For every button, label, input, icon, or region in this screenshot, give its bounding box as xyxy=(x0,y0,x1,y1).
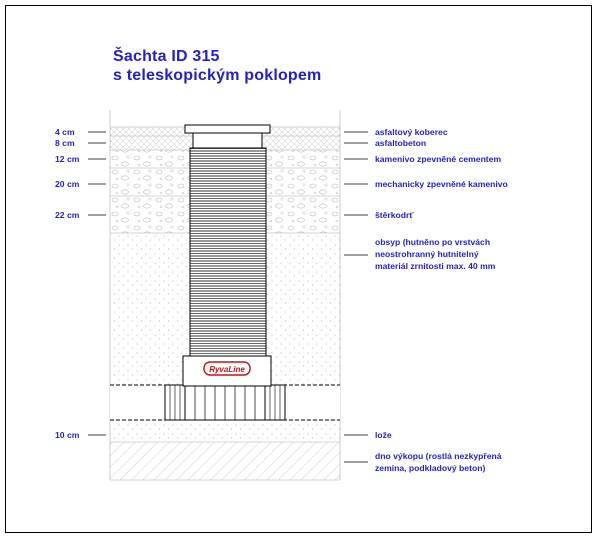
right-label-7 xyxy=(344,430,392,440)
svg-text:mechanicky zpevněné kamenivo: mechanicky zpevněné kamenivo xyxy=(375,179,508,189)
svg-text:asfaltový koberec: asfaltový koberec xyxy=(375,127,448,137)
telescopic-collar xyxy=(193,133,262,148)
svg-text:20 cm: 20 cm xyxy=(55,179,80,189)
title-line-2: s teleskopickým poklopem xyxy=(113,67,322,84)
title-line-1: Šachta ID 315 xyxy=(113,48,220,65)
right-label-5 xyxy=(344,210,414,220)
right-layer-labels xyxy=(344,127,508,473)
shaft xyxy=(183,125,271,420)
svg-text:kamenivo zpevněné cementem: kamenivo zpevněné cementem xyxy=(375,154,502,164)
svg-text:10 cm: 10 cm xyxy=(55,430,80,440)
svg-text:asfaltobeton: asfaltobeton xyxy=(375,138,427,148)
svg-text:4 cm: 4 cm xyxy=(55,127,75,137)
right-label-1 xyxy=(344,127,448,137)
right-label-6 xyxy=(344,237,496,271)
svg-text:22 cm: 22 cm xyxy=(55,210,80,220)
svg-text:lože: lože xyxy=(375,430,392,440)
left-label-6 xyxy=(55,430,106,440)
left-depth-labels xyxy=(55,127,106,440)
svg-text:obsyp (hutněno po vrstvách: obsyp (hutněno po vrstvách xyxy=(375,237,491,247)
svg-text:materiál zrnitosti max. 40 mm: materiál zrnitosti max. 40 mm xyxy=(375,261,496,271)
svg-text:štěrkodrť: štěrkodrť xyxy=(375,210,414,220)
svg-text:zemina, podkladový beton): zemina, podkladový beton) xyxy=(375,463,486,473)
layer-subsoil xyxy=(110,442,340,480)
shaft-lid xyxy=(185,125,270,133)
svg-text:neostrohranný hutnitelný: neostrohranný hutnitelný xyxy=(375,249,479,259)
left-label-2 xyxy=(55,138,106,148)
left-label-4 xyxy=(55,179,106,189)
svg-text:8 cm: 8 cm xyxy=(55,138,75,148)
layer-bedding xyxy=(110,420,340,442)
corrugated-riser xyxy=(190,148,266,356)
left-label-5 xyxy=(55,210,106,220)
left-label-3 xyxy=(55,154,106,164)
svg-text:12 cm: 12 cm xyxy=(55,154,80,164)
right-label-8 xyxy=(344,451,502,473)
left-label-1 xyxy=(55,127,106,137)
right-label-2 xyxy=(344,138,426,148)
logo-text: RyvaLine xyxy=(209,365,245,374)
right-label-3 xyxy=(344,154,501,164)
svg-text:dno výkopu (rostlá nezkypřená: dno výkopu (rostlá nezkypřená xyxy=(375,451,502,461)
right-label-4 xyxy=(344,179,508,189)
